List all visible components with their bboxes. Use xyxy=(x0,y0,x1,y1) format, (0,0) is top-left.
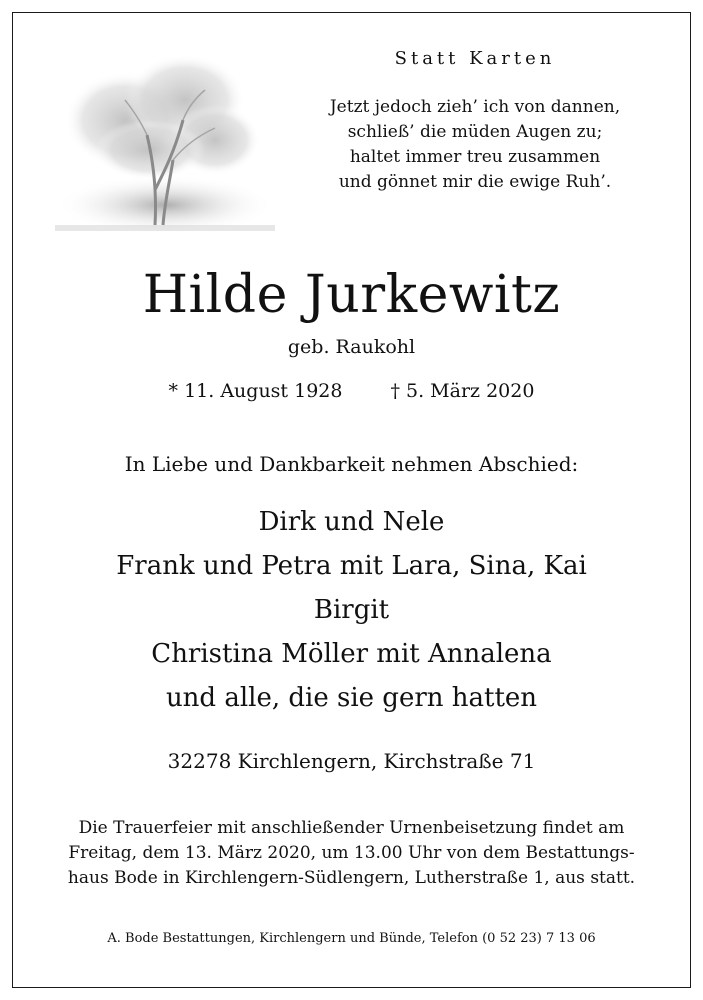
family-address: 32278 Kirchlengern, Kirchstraße 71 xyxy=(167,749,536,773)
ceremony-line: haus Bode in Kirchlengern-Südlengern, Lutherstraße 1, aus statt. xyxy=(67,868,636,888)
farewell-intro: In Liebe und Dankbarkeit nehmen Abschied: xyxy=(124,452,579,476)
verse xyxy=(290,95,660,195)
verse-line: Jetzt jedoch zieh’ ich von dannen, xyxy=(329,97,621,117)
verse-line: haltet immer treu zusammen xyxy=(349,147,601,167)
life-dates xyxy=(0,380,703,402)
mourners-list xyxy=(0,500,703,720)
tree-illustration-icon xyxy=(55,40,275,250)
verse-line: und gönnet mir die ewige Ruh’. xyxy=(338,172,612,192)
ceremony-line: Die Trauerfeier mit anschließender Urnenbeisetzung findet am xyxy=(78,818,625,838)
mourner-line: Dirk und Nele xyxy=(258,507,445,537)
statt-karten-label: Statt Karten xyxy=(394,48,556,69)
mourner-line: Birgit xyxy=(313,595,390,625)
funeral-home-footer: A. Bode Bestattungen, Kirchlengern und Bünde, Telefon (0 52 23) 7 13 06 xyxy=(107,931,596,946)
mourner-line: Christina Möller mit Annalena xyxy=(151,639,552,669)
ceremony-line: Freitag, dem 13. März 2020, um 13.00 Uhr von dem Bestattungs- xyxy=(68,843,635,863)
verse-line: schließ’ die müden Augen zu; xyxy=(347,122,603,142)
ceremony-info xyxy=(0,816,703,891)
birth-name: geb. Raukohl xyxy=(287,336,416,358)
mourner-line: Frank und Petra mit Lara, Sina, Kai xyxy=(116,551,587,581)
death-date: † 5. März 2020 xyxy=(390,380,535,402)
mourner-line: und alle, die sie gern hatten xyxy=(165,683,538,713)
deceased-name: Hilde Jurkewitz xyxy=(142,265,561,325)
birth-date: * 11. August 1928 xyxy=(168,380,343,402)
header-block xyxy=(290,48,660,195)
